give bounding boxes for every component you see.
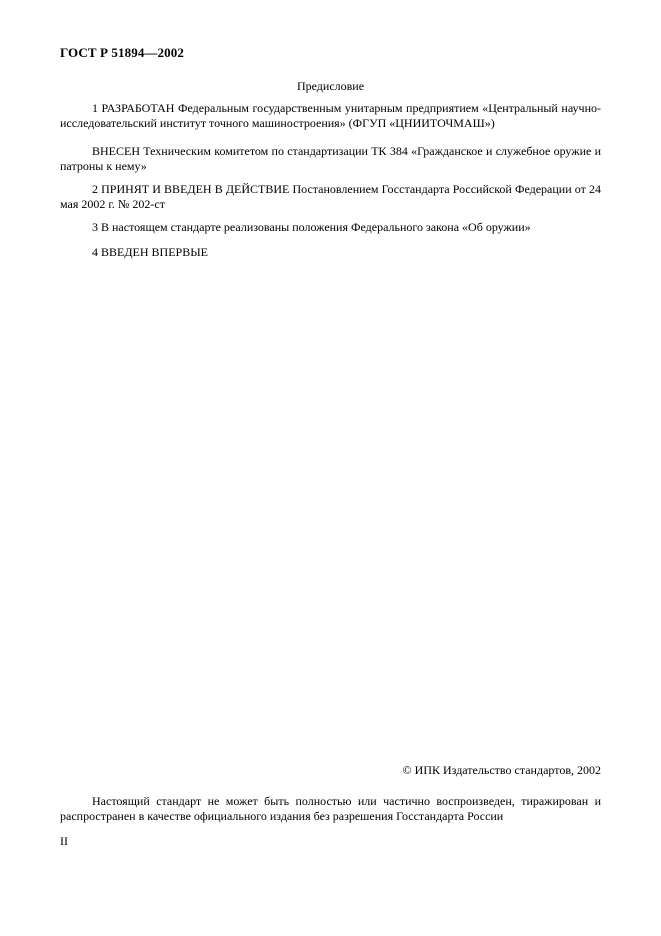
copyright-line: © ИПК Издательство стандартов, 2002 xyxy=(402,763,601,777)
standard-designation: ГОСТ Р 51894—2002 xyxy=(60,45,184,60)
paragraph-adopted: 2 ПРИНЯТ И ВВЕДЕН В ДЕЙСТВИЕ Постановлением Госстандарта Российской Федерации от 24 мая 2002 г. № 202-ст xyxy=(60,182,601,211)
page-number: II xyxy=(60,834,68,848)
paragraph-developed-by: 1 РАЗРАБОТАН Федеральным государственным унитарным предприятием «Центральный научно-исследовательский институт точного машиностроения» (ФГУП «ЦНИИТОЧМАШ») xyxy=(60,101,601,130)
paragraph-introduced-by: ВНЕСЕН Техническим комитетом по стандартизации ТК 384 «Гражданское и служебное оружие и патроны к нему» xyxy=(60,144,601,173)
paragraph-law-provisions: 3 В настоящем стандарте реализованы положения Федерального закона «Об оружии» xyxy=(92,220,531,234)
reproduction-notice: Настоящий стандарт не может быть полностью или частично воспроизведен, тиражирован и распространен в качестве официального издания без разрешения Госстандарта России xyxy=(60,794,601,823)
paragraph-first-introduced: 4 ВВЕДЕН ВПЕРВЫЕ xyxy=(92,245,208,259)
section-title: Предисловие xyxy=(296,79,365,93)
